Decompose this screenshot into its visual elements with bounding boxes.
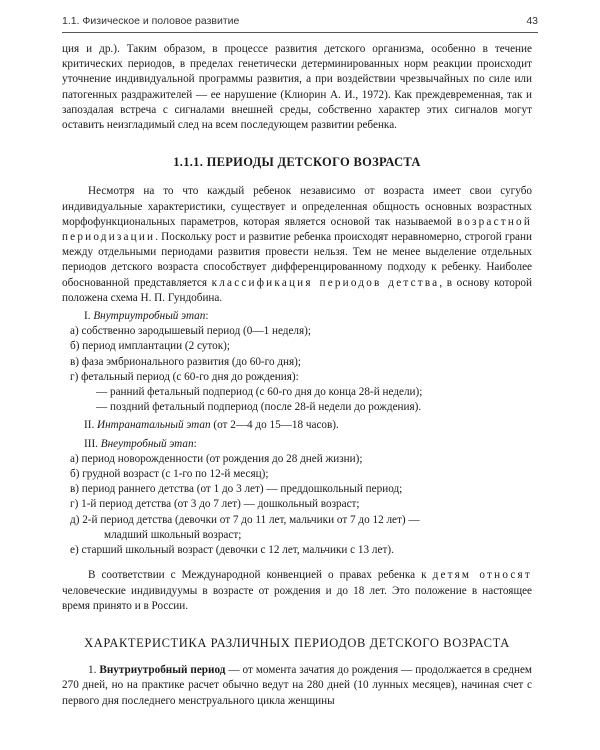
page-number: 43	[526, 15, 538, 27]
stage-3-name: Внеутробный этап	[100, 437, 194, 450]
running-header-title: 1.1. Физическое и половое развитие	[62, 15, 240, 27]
final-bold-term: Внутриутробный период	[99, 664, 226, 677]
list-item: е) старший школьный возраст (девочки с 12 лет, мальчики с 13 лет).	[70, 544, 394, 557]
list-item: в) период раннего детства (от 1 до 3 лет) — преддошкольный период;	[70, 483, 403, 496]
list-item: б) период имплантации (2 суток);	[70, 340, 230, 353]
list-item: д) 2-й период детства (девочки от 7 до 11 лет, мальчики от 7 до 12 лет) —	[70, 513, 420, 526]
running-header	[62, 12, 538, 30]
stage-1-name: Внутриутробный этап	[93, 310, 206, 323]
list-item: б) грудной возраст (с 1-го по 12-й месяц);	[70, 468, 269, 481]
list-item: г) фетальный период (с 60-го дня до рождения):	[70, 370, 299, 383]
list-item: в) фаза эмбрионального развития (до 60-го дня);	[70, 355, 302, 368]
prenatal-period-paragraph	[62, 663, 532, 709]
list-item: а) собственно зародышевый период (0—1 неделя);	[70, 325, 311, 338]
final-number: 1.	[88, 664, 97, 677]
stage-3-number: III.	[84, 437, 98, 450]
convention-spaced-term: детям относят	[432, 569, 532, 582]
section-heading: 1.1.1. ПЕРИОДЫ ДЕТСКОГО ВОЗРАСТА	[173, 155, 421, 170]
stage-1-suffix: :	[205, 310, 209, 323]
para1-text-2: . Поскольку рост и развитие ребенка происходят неравномерно, строгой грани между отдельными периодами развития провести нельзя. Тем не менее выделение отдельных периодов детского возраста способствует дифференцированному подходу к ребенку. Наиболее обоснованной представляется	[62, 231, 532, 289]
para1-text-1: Несмотря на то что каждый ребенок независимо от возраста имеет свои сугубо индивидуальные характеристики, существует и определенная общность основных возрастных морфофункциональных параметров, которая является основой так называемой	[62, 185, 532, 228]
stage-3-suffix: :	[193, 437, 197, 450]
convention-paragraph	[62, 568, 532, 614]
header-rule	[62, 32, 538, 33]
convention-text-2: человеческие индивидуумы в возрасте от рождения и до 18 лет. Это положение в настоящее время принято и в России.	[62, 584, 532, 612]
convention-text-1: В соответствии с Международной конвенцией о правах ребенка к	[88, 569, 427, 582]
para1-spaced-term-1: возрастной периодизации	[62, 215, 533, 244]
stage-1-heading	[84, 309, 532, 324]
list-item: г) 1-й период детства (от 3 до 7 лет) — дошкольный возраст;	[70, 498, 360, 511]
sub-list-item: — поздний фетальный подпериод (после 28-й недели до рождения).	[96, 401, 422, 414]
list-item-continuation: младший школьный возраст;	[104, 528, 242, 541]
stage-1-number: I.	[84, 310, 91, 323]
para1-spaced-term-2: классификация периодов детства	[211, 276, 440, 289]
stage-3-heading	[84, 437, 532, 452]
sub-list-item: — ранний фетальный подпериод (с 60-го дня до конца 28-й недели);	[96, 386, 423, 399]
list-item: а) период новорожденности (от рождения до 28 дней жизни);	[70, 452, 363, 465]
stage-2-number: II.	[84, 419, 95, 432]
chapter-heading: ХАРАКТЕРИСТИКА РАЗЛИЧНЫХ ПЕРИОДОВ ДЕТСКОГО ВОЗРАСТА	[84, 635, 510, 650]
periodization-paragraph	[62, 184, 532, 306]
final-text: — от момента зачатия до рождения — продолжается в среднем 270 дней, но на практике расчет обычно ведут на 280 дней (10 лунных месяцев), начиная счет с первого дня последнего менструального цикла женщины	[62, 664, 532, 707]
intro-paragraph: ция и др.). Таким образом, в процессе развития детского организма, особенно в течение критических периодов, в пределах генетически детерминированных норм реакции происходит уточнение индивидуальной программы развития, а при воздействии чрезвычайных по силе или патогенных раздражителей — ее нарушение (Клиорин А. И., 1972). Как преждевременная, так и запоздалая встреча с сигналами внешней среды, собственно характер этих сигналов могут оставить неизгладимый след на всем последующем развитии ребенка.	[62, 43, 532, 132]
page-body	[62, 42, 532, 709]
stage-2-heading	[84, 418, 532, 433]
stage-2-suffix: (от 2—4 до 15—18 часов).	[213, 419, 339, 432]
stage-2-name: Интранатальный этап	[97, 419, 211, 432]
para1-text-3: , в основу которой положена схема Н. П. Гундобина.	[62, 276, 533, 304]
